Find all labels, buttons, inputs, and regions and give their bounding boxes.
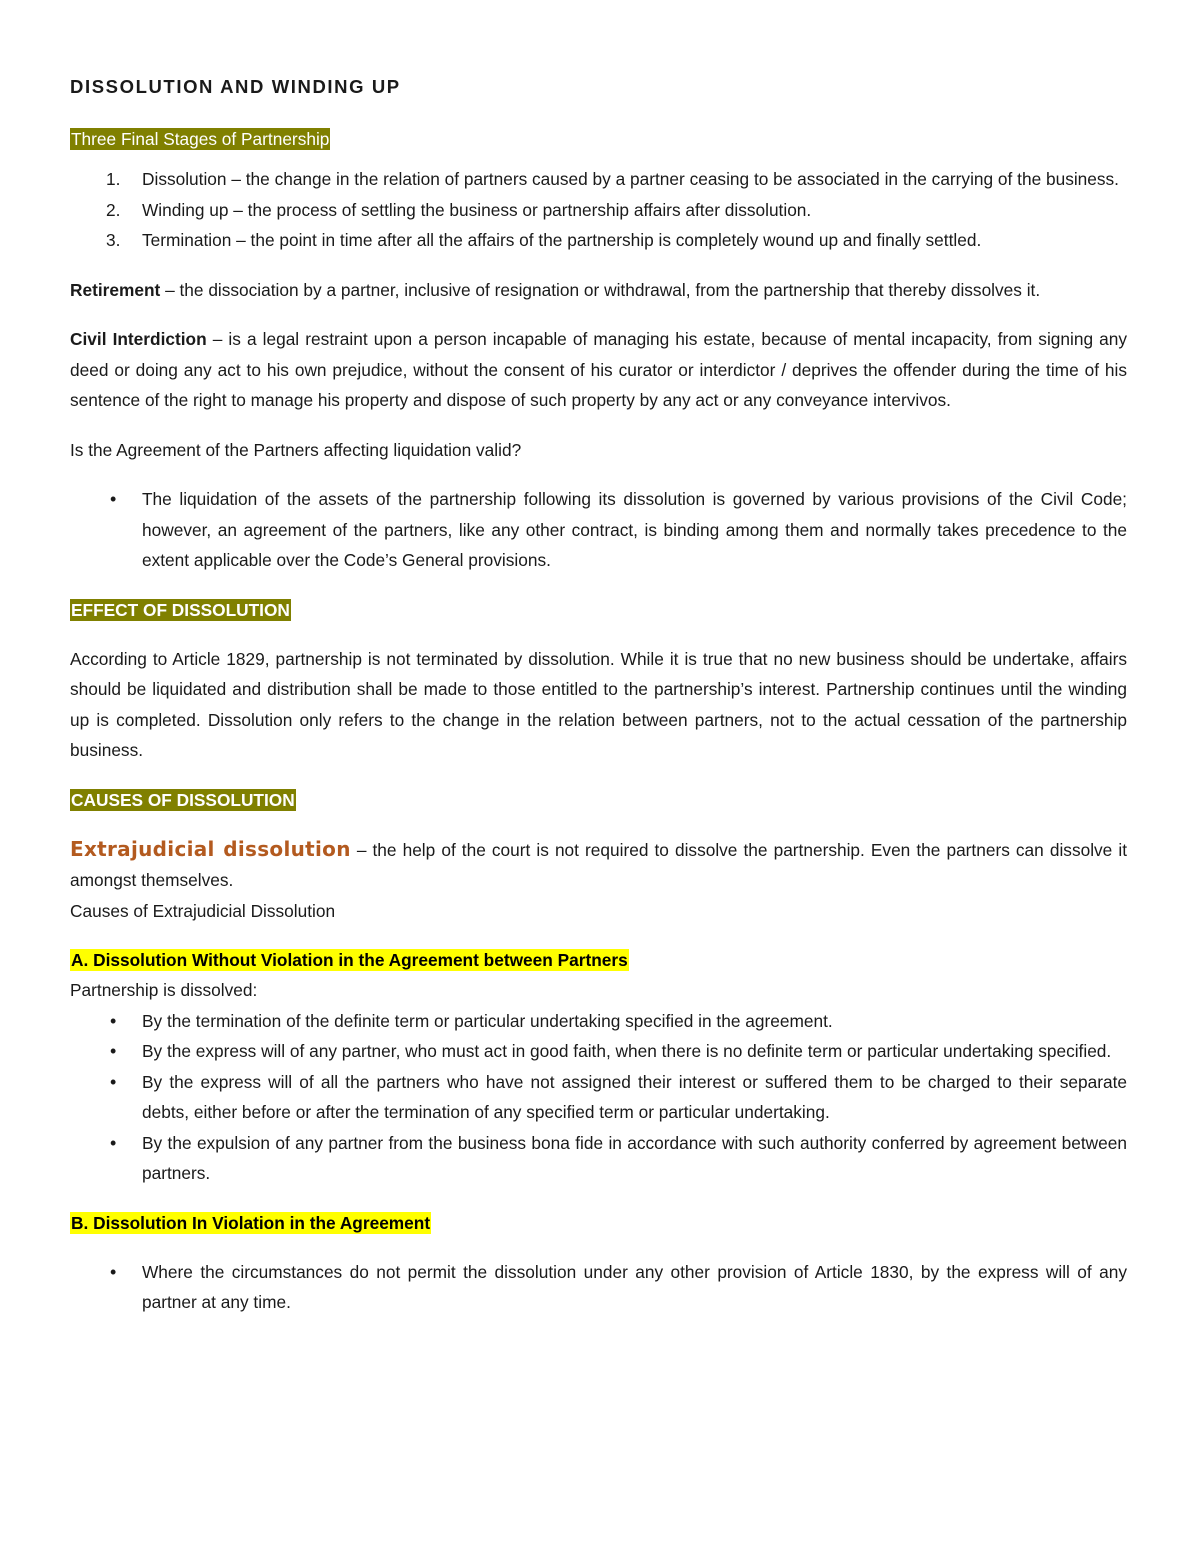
list-item bbox=[70, 1257, 1127, 1318]
civil-interdiction-term: Civil Interdiction bbox=[70, 329, 207, 349]
extrajudicial-causes-label: Causes of Extrajudicial Dissolution bbox=[70, 900, 336, 921]
civil-interdiction-paragraph bbox=[70, 324, 1127, 416]
list-item-text: By the express will of any partner, who must act in good faith, when there is no definite term or particular undertaking specified. bbox=[142, 1041, 1112, 1061]
spacer bbox=[70, 625, 1127, 644]
effect-paragraph: According to Article 1829, partnership is not terminated by dissolution. While it is true that no new business should be undertake, affairs should be liquidated and distribution shall be made to those entitled to the partnership’s interest. Partnership continues until the winding up is completed. Dissolution only refers to the change in the relation between partners, not to the actual cessation of the partnership business. bbox=[70, 648, 1127, 760]
spacer bbox=[70, 256, 1127, 275]
list-item bbox=[70, 1128, 1127, 1189]
section-b-heading bbox=[70, 1208, 1127, 1238]
bullet-icon: • bbox=[110, 489, 117, 509]
bullet-icon: • bbox=[110, 1071, 117, 1092]
list-number: 3. bbox=[106, 230, 121, 250]
list-item-text: By the express will of all the partners who have not assigned their interest or suffered them to be charged to their separate debts, either before or after the termination of any specified term or particular undertaking. bbox=[142, 1071, 1127, 1122]
list-item bbox=[70, 484, 1127, 576]
bullet-icon: • bbox=[110, 1132, 117, 1153]
spacer bbox=[70, 416, 1127, 435]
stages-heading bbox=[70, 124, 1127, 154]
question-bullet-list bbox=[70, 484, 1127, 576]
stages-heading-highlight: Three Final Stages of Partnership bbox=[71, 129, 330, 149]
bullet-icon: • bbox=[110, 1041, 117, 1061]
list-item bbox=[70, 195, 1127, 226]
section-a-list bbox=[70, 1006, 1127, 1189]
spacer bbox=[70, 305, 1127, 324]
spacer bbox=[70, 766, 1127, 785]
list-item bbox=[70, 1006, 1127, 1037]
extrajudicial-definition: – the help of the court is not required to dissolve the partnership. Even the partners can dissolve it amongst themselves. bbox=[70, 839, 1127, 890]
section-b-heading-highlight: B. Dissolution In Violation in the Agreement bbox=[71, 1212, 431, 1233]
spacer bbox=[70, 576, 1127, 595]
retirement-term: Retirement bbox=[70, 279, 161, 300]
list-item-text: Termination – the point in time after all the affairs of the partnership is completely wound up and finally settled. bbox=[142, 230, 982, 250]
spacer bbox=[70, 1189, 1127, 1208]
list-item bbox=[70, 1067, 1127, 1128]
extrajudicial-paragraph bbox=[70, 834, 1127, 896]
section-b-list bbox=[70, 1257, 1127, 1318]
list-item-text: The liquidation of the assets of the partnership following its dissolution is governed by various provisions of the Civil Code; however, an agreement of the partners, like any other contract, is binding among them and normally takes precedence to the extent applicable over the Code’s General provisions. bbox=[142, 489, 1127, 570]
retirement-paragraph bbox=[70, 275, 1127, 306]
list-number: 1. bbox=[106, 169, 121, 189]
list-item-text: Where the circumstances do not permit the dissolution under any other provision of Article 1830, by the express will of any partner at any time. bbox=[142, 1261, 1127, 1312]
question-paragraph: Is the Agreement of the Partners affecting liquidation valid? bbox=[70, 439, 522, 460]
section-a-heading bbox=[70, 945, 1127, 975]
list-item bbox=[70, 164, 1127, 195]
list-item-text: By the termination of the definite term or particular undertaking specified in the agreement. bbox=[142, 1010, 833, 1031]
section-a-heading-highlight: A. Dissolution Without Violation in the Agreement between Partners bbox=[71, 950, 628, 970]
bullet-icon: • bbox=[110, 1261, 117, 1282]
bullet-icon: • bbox=[110, 1010, 117, 1031]
list-item-text: Dissolution – the change in the relation of partners caused by a partner ceasing to be associated in the carrying of the business. bbox=[142, 169, 1119, 189]
effect-heading-highlight: EFFECT OF DISSOLUTION bbox=[71, 599, 290, 620]
spacer bbox=[70, 465, 1127, 484]
extrajudicial-term: Extrajudicial dissolution bbox=[70, 836, 351, 861]
spacer bbox=[70, 815, 1127, 834]
causes-heading bbox=[70, 785, 1127, 815]
list-number: 2. bbox=[106, 199, 121, 220]
retirement-definition: – the dissociation by a partner, inclusive of resignation or withdrawal, from the partnership that thereby dissolves it. bbox=[160, 279, 1041, 300]
section-a-intro: Partnership is dissolved: bbox=[70, 980, 258, 1000]
causes-heading-highlight: CAUSES OF DISSOLUTION bbox=[71, 789, 295, 810]
effect-heading bbox=[70, 595, 1127, 625]
document-title: DISSOLUTION AND WINDING UP bbox=[70, 76, 401, 97]
document-body bbox=[70, 72, 1127, 1318]
spacer bbox=[70, 1238, 1127, 1257]
list-item-text: Winding up – the process of settling the business or partnership affairs after dissolution. bbox=[142, 199, 812, 220]
list-item-text: By the expulsion of any partner from the business bona fide in accordance with such authority conferred by agreement between partners. bbox=[142, 1132, 1127, 1183]
civil-interdiction-definition: – is a legal restraint upon a person incapable of managing his estate, because of mental incapacity, from signing any deed or doing any act to his own prejudice, without the consent of his curator or interdictor / deprives the offender during the time of his sentence of the right to manage his property and dispose of such property by any act or any conveyance intervivos. bbox=[70, 329, 1127, 410]
stages-list bbox=[70, 164, 1127, 256]
spacer bbox=[70, 926, 1127, 945]
list-item bbox=[70, 1036, 1127, 1067]
list-item bbox=[70, 225, 1127, 256]
